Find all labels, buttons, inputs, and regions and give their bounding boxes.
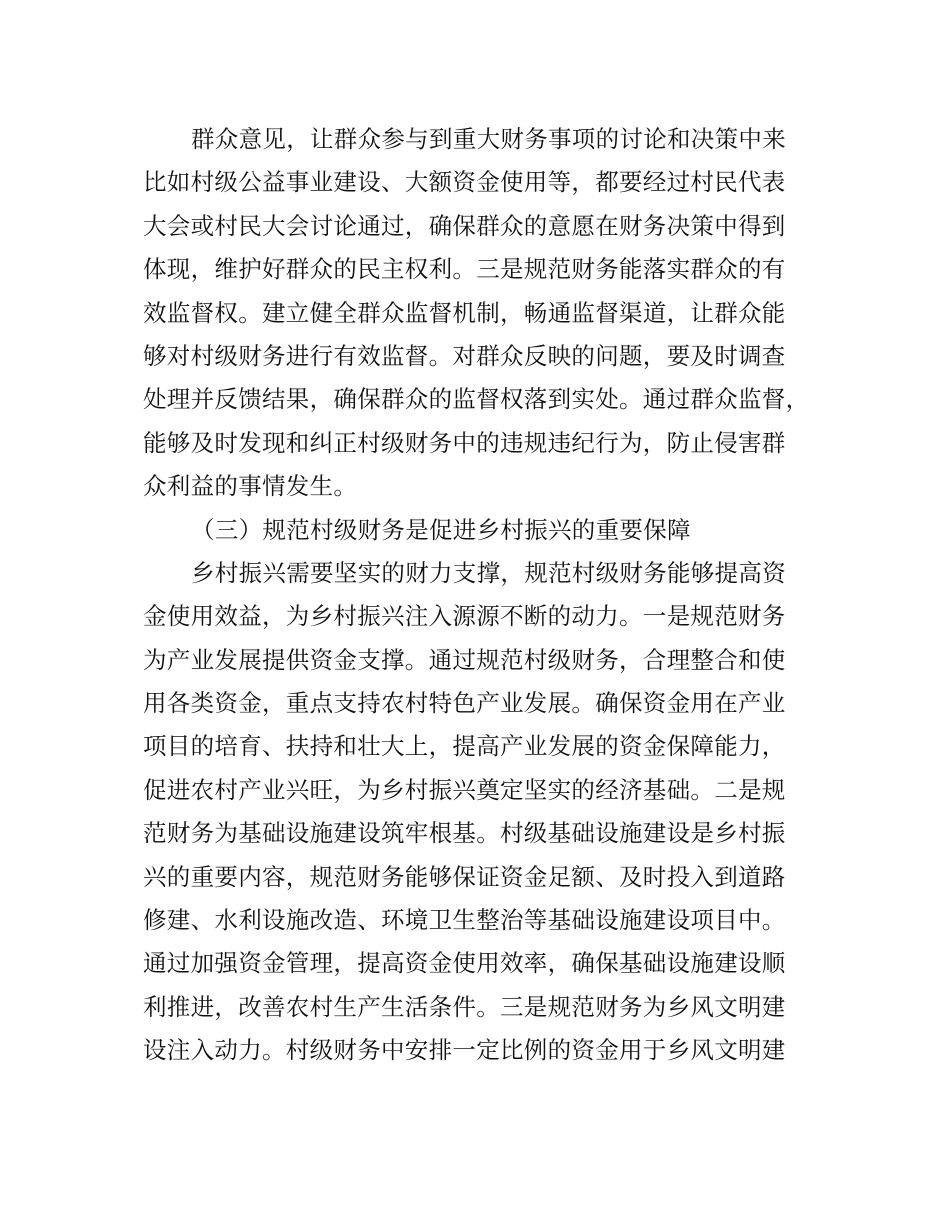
text-line: 众利益的事情发生。: [143, 472, 358, 501]
text-line: 修建、水利设施改造、环境卫生整治等基础设施建设项目中。: [143, 906, 786, 935]
text-line: 比如村级公益事业建设、大额资金使用等，都要经过村民代表: [143, 168, 786, 197]
text-line: 大会或村民大会讨论通过，确保群众的意愿在财务决策中得到: [143, 211, 786, 240]
text-line: 处理并反馈结果，确保群众的监督权落到实处。通过群众监督，: [143, 385, 810, 414]
text-line: 利推进，改善农村生产生活条件。三是规范财务为乡风文明建: [143, 992, 786, 1021]
text-line: 通过加强资金管理，提高资金使用效率，确保基础设施建设顺: [143, 949, 786, 978]
text-line: 兴的重要内容，规范财务能够保证资金足额、及时投入到道路: [143, 862, 786, 891]
section-heading: （三）规范村级财务是促进乡村振兴的重要保障: [191, 515, 691, 544]
text-line: 群众意见，让群众参与到重大财务事项的讨论和决策中来: [191, 125, 786, 153]
text-line: 为产业发展提供资金支撑。通过规范村级财务，合理整合和使: [143, 645, 786, 674]
text-line: 金使用效益，为乡村振兴注入源源不断的动力。一是规范财务: [143, 602, 786, 631]
text-line: 效监督权。建立健全群众监督机制，畅通监督渠道，让群众能: [143, 298, 786, 327]
text-line: 乡村振兴需要坚实的财力支撑，规范村级财务能够提高资: [191, 558, 786, 587]
text-line: 促进农村产业兴旺，为乡村振兴奠定坚实的经济基础。二是规: [143, 775, 786, 804]
text-line: 设注入动力。村级财务中安排一定比例的资金用于乡风文明建: [143, 1036, 786, 1065]
text-line: 项目的培育、扶持和壮大上，提高产业发展的资金保障能力，: [143, 732, 786, 761]
document-body: [143, 118, 843, 1073]
text-line: 体现，维护好群众的民主权利。三是规范财务能落实群众的有: [143, 255, 786, 284]
text-line: 范财务为基础设施建设筑牢根基。村级基础设施建设是乡村振: [143, 819, 786, 848]
text-line: 用各类资金，重点支持农村特色产业发展。确保资金用在产业: [143, 689, 786, 718]
text-line: 够对村级财务进行有效监督。对群众反映的问题，要及时调查: [143, 341, 786, 370]
text-line: 能够及时发现和纠正村级财务中的违规违纪行为，防止侵害群: [143, 428, 786, 457]
